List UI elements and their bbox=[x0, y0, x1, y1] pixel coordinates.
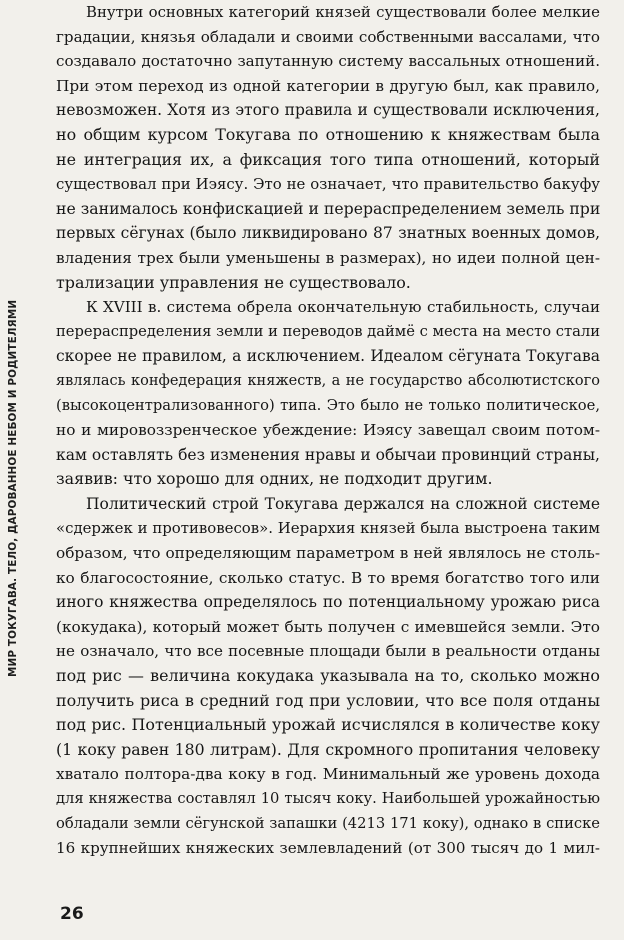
text-line: При этом переход из одной категории в другую был, как правило, bbox=[56, 76, 600, 95]
paragraph-3 bbox=[56, 492, 600, 861]
text-line: создавало достаточно запутанную систему вассальных отношений. bbox=[56, 52, 600, 71]
text-line: кам оставлять без изменения нравы и обычаи провинций страны, bbox=[56, 445, 600, 464]
text-line: владения трех были уменьшены в размерах), но идеи полной цен- bbox=[56, 248, 600, 267]
paragraph-2 bbox=[56, 295, 600, 492]
text-line: перераспределения земли и переводов даймё с места на место стали bbox=[56, 322, 600, 340]
text-line: образом, что определяющим параметром в ней являлось не столь- bbox=[56, 544, 600, 563]
text-line: невозможен. Хотя из этого правила и существовали исключения, bbox=[56, 101, 600, 120]
text-line: Внутри основных категорий князей существовали более мелкие bbox=[86, 3, 600, 21]
text-line: первых сёгунах (было ликвидировано 87 знатных военных домов, bbox=[56, 224, 600, 243]
text-line: заявив: что хорошо для одних, не подходит другим. bbox=[56, 469, 493, 489]
text-line: (1 коку равен 180 литрам). Для скромного пропитания человеку bbox=[56, 739, 600, 759]
text-line: для княжества составлял 10 тысяч коку. Наибольшей урожайностью bbox=[56, 790, 600, 807]
text-line: ко благосостояние, сколько статус. В то время богатство того или bbox=[56, 568, 600, 587]
text-line: хватало полтора-два коку в год. Минимальный же уровень дохода bbox=[56, 765, 600, 784]
text-line: но общим курсом Токугава по отношению к княжествам была bbox=[56, 124, 600, 144]
page-body bbox=[56, 0, 600, 861]
text-line: получить риса в средний год при условии, что все поля отданы bbox=[56, 690, 600, 710]
text-line: 16 крупнейших княжеских землевладений (от 300 тысяч до 1 мил- bbox=[56, 839, 600, 858]
text-line: трализации управления не существовало. bbox=[56, 272, 411, 292]
text-line: Политический строй Токугава держался на сложной системе bbox=[86, 494, 600, 513]
text-line: градации, князья обладали и своими собственными вассалами, что bbox=[56, 27, 600, 46]
text-line: но и мировоззренческое убеждение: Иэясу завещал своим потом- bbox=[56, 421, 600, 440]
text-line: обладали земли сёгунской запашки (4213 171 коку), однако в списке bbox=[56, 814, 600, 832]
running-head: МИР ТОКУГАВА. ТЕЛО, ДАРОВАННОЕ НЕБОМ И РОДИТЕЛЯМИ bbox=[7, 299, 19, 677]
text-line: (кокудака), который может быть получен с имевшейся земли. Это bbox=[56, 617, 600, 636]
page-number: 26 bbox=[60, 904, 84, 924]
text-line: являлась конфедерация княжеств, а не государство абсолютистского bbox=[56, 372, 600, 389]
text-line: не занималось конфискацией и перераспределением земель при bbox=[56, 198, 601, 218]
text-line: под рис. Потенциальный урожай исчислялся в количестве коку bbox=[56, 715, 600, 735]
text-line: (высокоцентрализованного) типа. Это было не только политическое, bbox=[56, 396, 600, 414]
text-line: существовал при Иэясу. Это не означает, что правительство бакуфу bbox=[56, 175, 600, 194]
text-line: не интеграция их, а фиксация того типа отношений, который bbox=[56, 149, 600, 169]
text-line: К XVIII в. система обрела окончательную стабильность, случаи bbox=[86, 298, 600, 317]
text-line: «сдержек и противовесов». Иерархия князей была выстроена таким bbox=[56, 519, 600, 538]
text-line: не означало, что все посевные площади были в реальности отданы bbox=[56, 642, 600, 661]
text-line: под рис — величина кокудака указывала на то, сколько можно bbox=[56, 666, 600, 686]
paragraph-1 bbox=[56, 0, 600, 295]
text-line: скорее не правилом, а исключением. Идеалом сёгуната Токугава bbox=[56, 347, 600, 366]
text-line: иного княжества определялось по потенциальному урожаю риса bbox=[56, 593, 600, 612]
